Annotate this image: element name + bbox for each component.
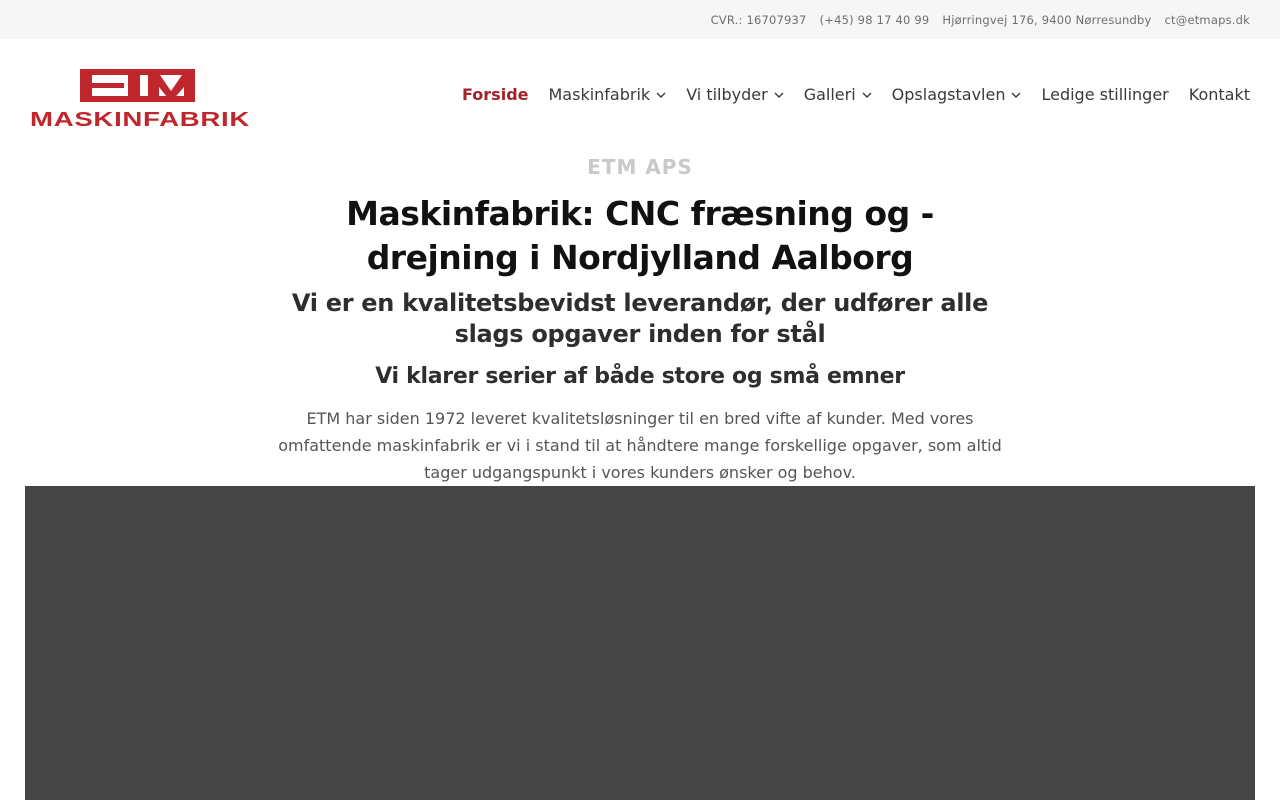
hero-subtitle: Vi er en kvalitetsbevidst leverandør, der udfører alle slags opgaver inden for stål (291, 289, 989, 348)
nav-item-kontakt[interactable] (1189, 85, 1250, 104)
cvr-number: CVR.: 16707937 (710, 12, 807, 27)
nav-item-label: Galleri (803, 85, 856, 104)
logo-graphic (30, 69, 250, 127)
nav-item-label: Maskinfabrik (548, 85, 651, 104)
main-navigation (462, 85, 1250, 104)
nav-item-forside[interactable] (462, 85, 528, 104)
email-link[interactable]: ct@etmaps.dk (1164, 12, 1250, 27)
site-header (0, 39, 1280, 155)
hero-kicker: ETM APS (587, 155, 693, 179)
nav-item-label: Vi tilbyder (686, 85, 768, 104)
chevron-down-icon (1011, 90, 1021, 100)
chevron-down-icon (656, 90, 666, 100)
phone-link[interactable]: (+45) 98 17 40 99 (819, 12, 930, 27)
etm-maskinfabrik-logo[interactable] (30, 69, 250, 127)
nav-item-label: Opslagstavlen (891, 85, 1006, 104)
nav-item-maskinfabrik[interactable] (549, 85, 667, 104)
address-text: Hjørringvej 176, 9400 Nørresundby (942, 12, 1152, 27)
hero-subtitle-secondary: Vi klarer serier af både store og små emner (375, 364, 905, 389)
page-title: Maskinfabrik: CNC fræsning og -drejning i Nordjylland Aalborg (346, 194, 934, 277)
hero-media-block (25, 486, 1255, 800)
logo-word: MASKINFABRIK (30, 109, 250, 127)
nav-item-vi-tilbyder[interactable] (686, 85, 784, 104)
top-info-bar (0, 0, 1280, 39)
nav-item-label: Forside (462, 85, 529, 104)
chevron-down-icon (774, 90, 784, 100)
chevron-down-icon (862, 90, 872, 100)
nav-item-galleri[interactable] (804, 85, 872, 104)
nav-item-ledige-stillinger[interactable] (1041, 85, 1168, 104)
hero-body-text: ETM har siden 1972 leveret kvalitetsløsninger til en bred vifte af kunder. Med vores omfattende maskinfabrik er vi i stand til at håndtere mange forskellige opgaver, som altid tager udgangspunkt i vores kunders ønsker og behov. (278, 409, 1002, 482)
nav-item-opslagstavlen[interactable] (892, 85, 1022, 104)
nav-item-label: Ledige stillinger (1041, 85, 1169, 104)
nav-item-label: Kontakt (1188, 85, 1250, 104)
